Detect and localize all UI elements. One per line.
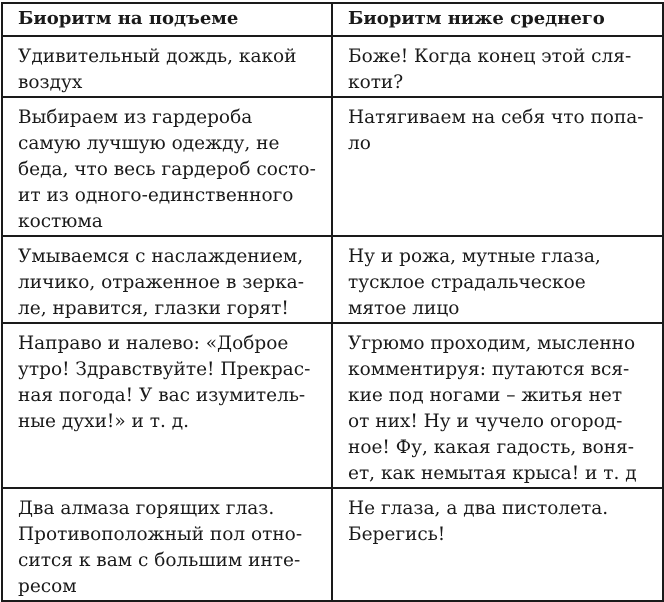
table-cell-low: Ну и рожа, мутные глаза, тусклое страдальческое мятое лицо [332,236,663,323]
table-cell-high: Умываемся с наслаждением, личико, отраженное в зерка- ле, нравится, глазки горят! [2,236,332,323]
table-row [2,36,663,97]
header-biorhythm-low: Биоритм ниже среднего [332,3,663,36]
table-cell-high: Выбираем из гардероба самую лучшую одежду, не беда, что весь гардероб состо- ит из одного-единственного костюма [2,97,332,236]
table-row [2,97,663,236]
table-cell-low: Натягиваем на себя что попа- ло [332,97,663,236]
table-cell-high: Удивительный дождь, какой воздух [2,36,332,97]
header-biorhythm-high: Биоритм на подъеме [2,3,332,36]
table-row [2,236,663,323]
table-cell-high: Направо и налево: «Доброе утро! Здравствуйте! Прекрас- ная погода! У вас изумитель- ные духи!» и т. д. [2,323,332,488]
table-row [2,488,663,601]
table-cell-low: Боже! Когда конец этой сля- коти? [332,36,663,97]
table-row [2,323,663,488]
table-cell-low: Угрюмо проходим, мысленно комментируя: путаются вся- кие под ногами – житья нет от них! Ну и чучело огород- ное! Фу, какая гадость, воня- ет, как немытая крыса! и т. д [332,323,663,488]
table-header-row [2,3,663,36]
table-cell-high: Два алмаза горящих глаз. Противоположный пол отно- сится к вам с большим инте- ресом [2,488,332,601]
biorhythm-comparison-table [1,2,664,602]
table-cell-low: Не глаза, а два пистолета. Берегись! [332,488,663,601]
